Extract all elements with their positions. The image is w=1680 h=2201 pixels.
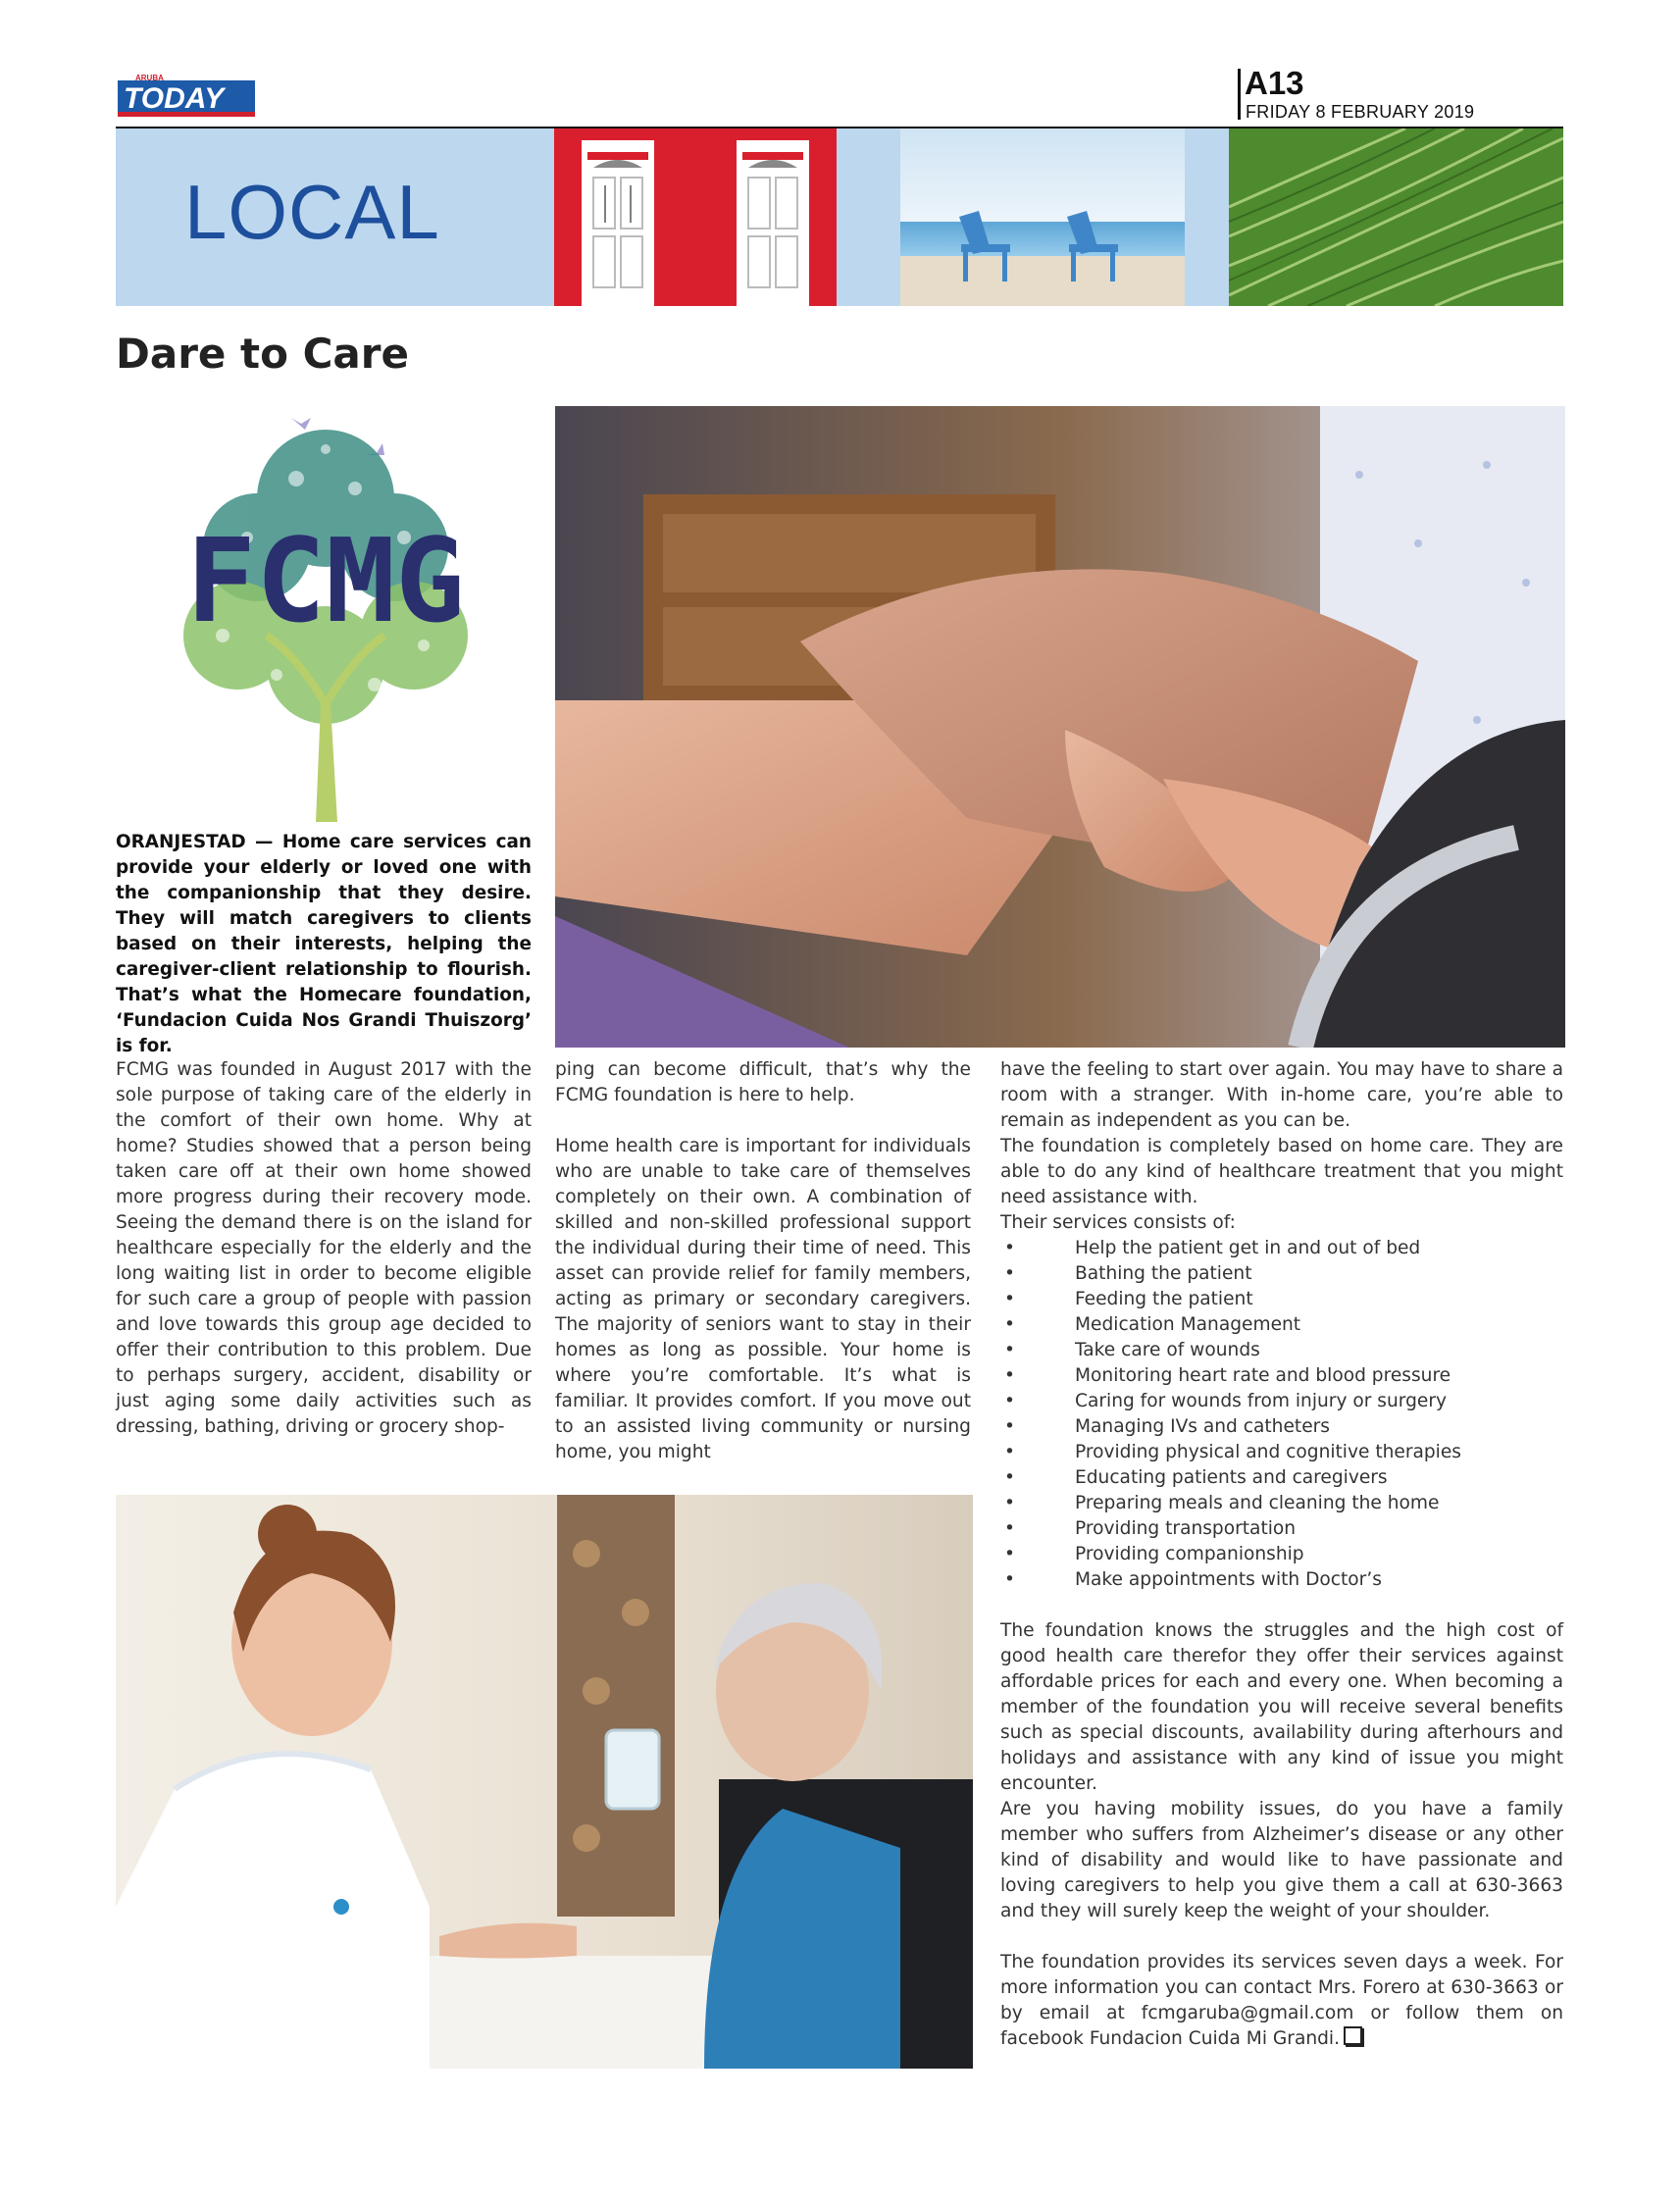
list-item: • Preparing meals and cleaning the home [1000,1491,1563,1516]
services-heading: Their services consists of: [1000,1212,1236,1233]
list-item: • Take care of wounds [1000,1338,1563,1363]
nurse-with-elderly-woman-photo [116,1495,973,2069]
list-item: • Providing transportation [1000,1516,1563,1542]
list-item: • Help the patient get in and out of bed [1000,1236,1563,1261]
paragraph: Are you having mobility issues, do you have a family member who suffers from Alzheimer’s disease or any other kind of disability and would like to have passionate and loving caregivers to help you give them a call at 630-3663 and they will surely keep the weight of your shoulder. [1000,1799,1563,1921]
article-column-3 [1000,1057,1563,2052]
list-item: • Make appointments with Doctor’s [1000,1567,1563,1593]
article-headline: Dare to Care [116,330,409,378]
paragraph: have the feeling to start over again. You may have to share a room with a stranger. With in-home care, you’re able to remain as independent as you can be. [1000,1059,1563,1131]
holding-hands-photo [555,406,1565,1048]
page-number-bar [1238,69,1241,120]
fcmg-tree-logo [129,410,522,822]
list-item: • Providing physical and cognitive therapies [1000,1440,1563,1465]
list-item: • Providing companionship [1000,1542,1563,1567]
page-number: A13 [1245,65,1304,101]
paragraph: Home health care is important for individuals who are unable to take care of themselves completely on their own. A combination of skilled and non-skilled professional support the individual during their time of need. This asset can provide relief for family members, acting as primary or secondary caregivers. The majority of seniors want to stay in their homes as long as possible. Your home is where you’re comfortable. It’s what is familiar. It provides comfort. If you move out to an assisted living community or nursing home, you might [555,1136,971,1462]
article-lead: ORANJESTAD — Home care services can provide your elderly or loved one with the companionship that they desire. They will match caregivers to clients based on their interests, helping the caregiver-client relationship to flourish. That’s what the Homecare foundation, ‘Fundacion Cuida Nos Grandi Thuiszorg’ is for. [116,832,532,1056]
list-item: • Educating patients and caregivers [1000,1465,1563,1491]
paragraph-final-text: The foundation provides its services seven days a week. For more information you can contact Mrs. Forero at 630-3663 or by email at fcmgaruba@gmail.com or follow them on facebook Fundacion Cuida Mi Grandi. [1000,1952,1563,2049]
section-title: LOCAL [184,169,440,255]
brand-small-text: ARUBA [135,74,164,82]
services-list [1000,1236,1563,1593]
palm-leaf-photo [1229,128,1563,306]
article-column-1 [116,1057,532,1440]
paragraph: FCMG was founded in August 2017 with the sole purpose of taking care of the elderly in the comfort of their own home. Why at home? Studies showed that a person being taken care off at their own home showed more progress during their recovery mode. Seeing the demand there is on the island for healthcare especially for the elderly and the long waiting list in order to become eligible for such care a group of people with passion and love towards this group age decided to offer their contribution to this problem. Due to perhaps surgery, accident, disability or just aging some daily activities such as dressing, bathing, driving or grocery shop- [116,1059,532,1437]
issue-date: FRIDAY 8 FEBRUARY 2019 [1246,102,1475,122]
article-column-2 [555,1057,971,1465]
paragraph: ping can become difficult, that’s why the FCMG foundation is here to help. [555,1059,971,1105]
paragraph: The foundation knows the struggles and the high cost of good health care therefor they offer their services against affordable prices for each and every one. When becoming a member of the foundation you will receive several benefits such as special discounts, availability during afterhours and holidays and assistance with any kind of issue you might encounter. [1000,1620,1563,1794]
list-item: • Medication Management [1000,1312,1563,1338]
beach-chairs-photo [900,128,1185,306]
list-item: • Bathing the patient [1000,1261,1563,1287]
list-item: • Caring for wounds from injury or surgery [1000,1389,1563,1414]
list-item: • Monitoring heart rate and blood pressure [1000,1363,1563,1389]
fcmg-logo-text: FCMG [185,513,466,648]
list-item: • Feeding the patient [1000,1287,1563,1312]
paragraph: The foundation is completely based on home care. They are able to do any kind of healthcare treatment that you might need assistance with. [1000,1136,1563,1207]
brand-text: TODAY [124,82,225,115]
red-wall-doors-photo [554,128,837,306]
list-item: • Managing IVs and catheters [1000,1414,1563,1440]
end-of-article-mark [1344,2026,1362,2045]
paragraph-final [1000,1950,1563,2052]
aruba-today-logo [116,73,258,118]
